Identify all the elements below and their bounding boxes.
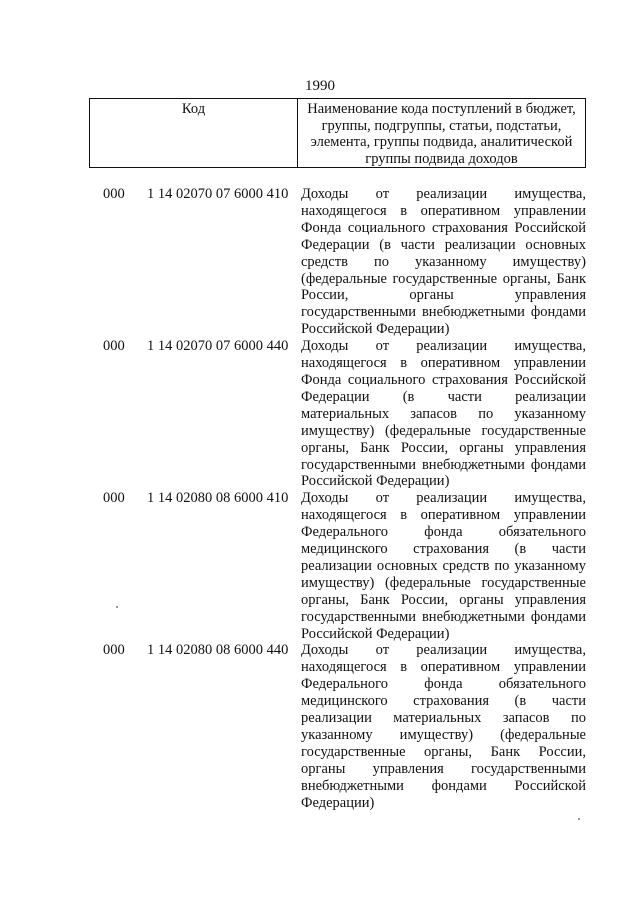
header-name-cell: Наименование кода поступлений в бюджет, группы, подгруппы, статьи, подстатьи, элемента, группы подвида, аналитической группы подвида доходов [307,101,576,167]
scan-speck [116,606,118,608]
list-item [0,186,640,338]
revenue-code: 1 14 02080 08 6000 440 [147,642,289,659]
admin-code: 000 [103,186,125,202]
revenue-description: Доходы от реализации имущества, находящегося в оперативном управлении Фонда социального страхования Российской Федерации (в части реализации материальных запасов по указанному имуществу) (федеральные государственные органы, Банк России, органы управления государственными внебюджетными фондами Российской Федерации) [301,338,586,490]
revenue-description: Доходы от реализации имущества, находящегося в оперативном управлении Федерального фонда обязательного медицинского страхования (в части реализации основных средств по указанному имуществу) (федеральные государственные органы, Банк России, органы управления государственными внебюджетными фондами Российской Федерации) [301,490,586,642]
income-code-list [0,186,640,812]
admin-code: 000 [103,338,125,355]
revenue-description: Доходы от реализации имущества, находящегося в оперативном управлении Федерального фонда обязательного медицинского страхования (в части реализации материальных запасов по указанному имуществу) (федеральные государственные органы, Банк России, органы управления государственными внебюджетными фондами Российской Федерации) [301,642,586,811]
header-table [89,98,586,168]
page-number: 1990 [305,78,335,94]
list-item [0,490,640,642]
revenue-code: 1 14 02070 07 6000 410 [147,186,289,202]
revenue-description: Доходы от реализации имущества, находящегося в оперативном управлении Фонда социального страхования Российской Федерации (в части реализации основных средств по указанному имуществу) (федеральные государственные органы, Банк России, органы управления государственными внебюджетными фондами Российской Федерации) [301,186,586,338]
admin-code: 000 [103,642,125,659]
revenue-code: 1 14 02080 08 6000 410 [147,490,289,507]
revenue-code: 1 14 02070 07 6000 440 [147,338,289,355]
admin-code: 000 [103,490,125,507]
list-item [0,642,640,811]
list-item [0,338,640,490]
scan-speck [578,818,580,820]
header-code-cell: Код [90,99,298,167]
